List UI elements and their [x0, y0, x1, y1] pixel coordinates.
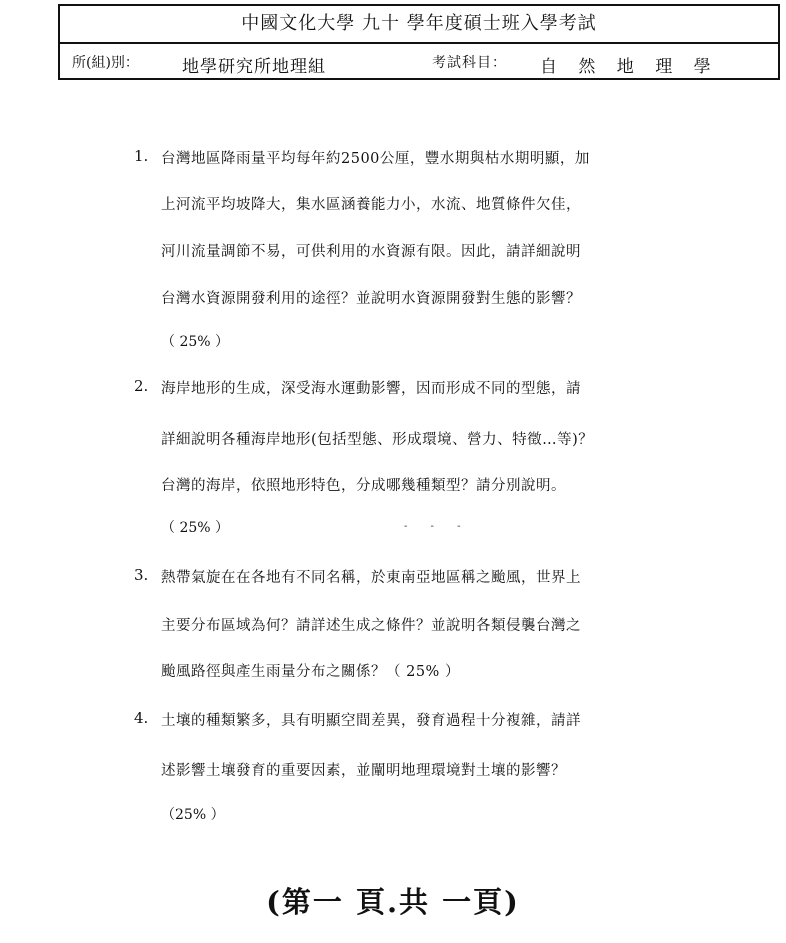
question-score: （ 25% ） — [161, 520, 230, 536]
dept-label: 所(組)別： — [72, 55, 139, 71]
question-number: 1. — [134, 147, 149, 165]
question-text-line: 詳細說明各種海岸地形(包括型態、形成環境、營力、特徵…等)？ — [161, 432, 594, 448]
question-score: （ 25% ） — [161, 334, 230, 350]
question-text-line: 熱帶氣旋在在各地有不同名稱，於東南亞地區稱之颱風，世界上 — [161, 570, 581, 586]
question-text-line: 台灣的海岸，依照地形特色，分成哪幾種類型？請分別說明。 — [161, 478, 566, 494]
exam-title: 中國文化大學 九十 學年度碩士班入學考試 — [60, 6, 778, 44]
subject-value: 自 然 地 理 學 — [540, 57, 719, 77]
question-number: 4. — [134, 709, 149, 727]
question-text-line: 台灣水資源開發利用的途徑？並說明水資源開發對生態的影響？ — [161, 291, 581, 307]
question-text-line: 述影響土壤發育的重要因素，並闡明地理環境對土壤的影響？ — [161, 763, 566, 779]
question-text-line: 颱風路徑與產生雨量分布之關係？（ 25% ） — [161, 664, 460, 680]
question-number: 2. — [134, 377, 149, 395]
question-text-line: 河川流量調節不易，可供利用的水資源有限。因此，請詳細說明 — [161, 244, 581, 260]
question-score: （25% ） — [161, 807, 225, 823]
exam-header — [58, 4, 780, 80]
question-number: 3. — [134, 566, 149, 584]
question-text-line: 上河流平均坡降大，集水區涵養能力小，水流、地質條件欠佳， — [161, 197, 581, 213]
question-text-line: 土壤的種類繁多，具有明顯空間差異，發育過程十分複雜，請詳 — [161, 713, 581, 729]
question-text-line: 海岸地形的生成，深受海水運動影響，因而形成不同的型態，請 — [161, 381, 581, 397]
question-text-line: 台灣地區降雨量平均每年約2500公厘，豐水期與枯水期明顯，加 — [161, 151, 590, 167]
dept-value: 地學研究所地理組 — [182, 57, 326, 77]
stray-marks: - - - — [404, 521, 471, 532]
page-footer: (第一 頁.共 一頁) — [266, 885, 520, 919]
question-text-line: 主要分布區域為何？請詳述生成之條件？並說明各類侵襲台灣之 — [161, 618, 581, 634]
subject-label: 考試科目： — [432, 55, 507, 71]
exam-info-row — [60, 44, 778, 80]
